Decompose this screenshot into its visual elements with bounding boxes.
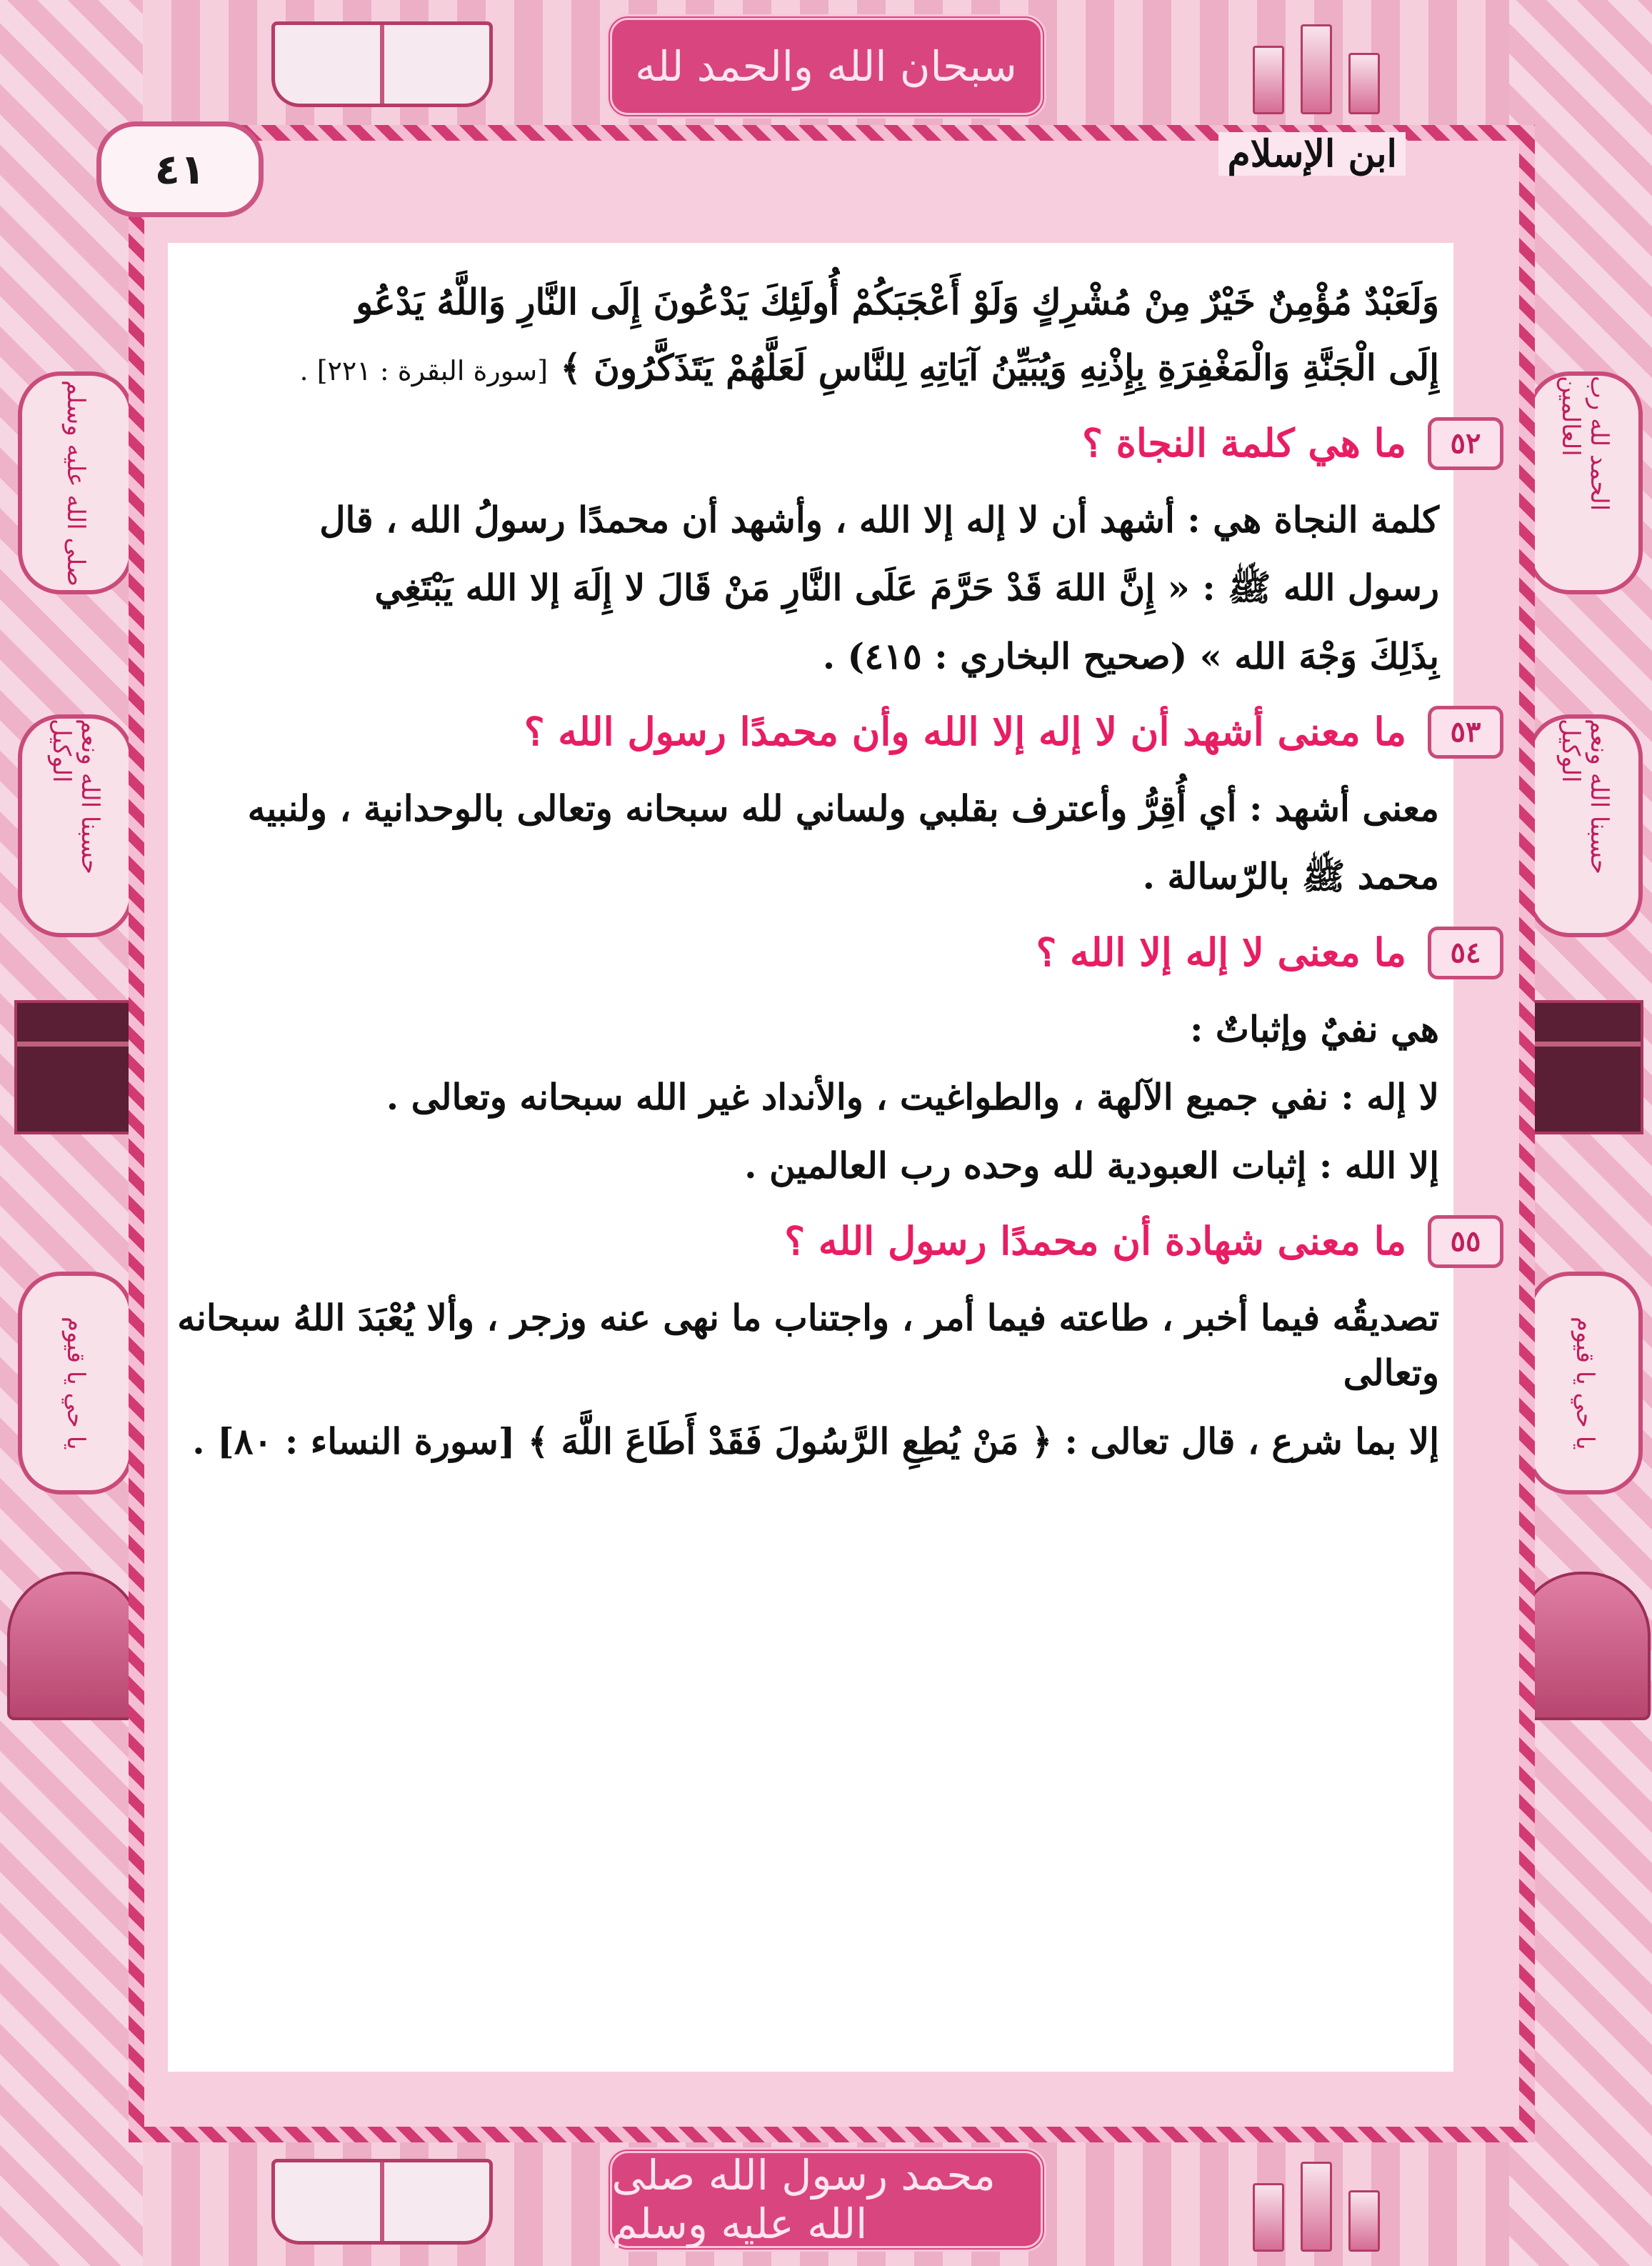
kaaba-image xyxy=(14,1000,134,1134)
top-decorative-band xyxy=(143,0,1509,136)
question-number-badge: ٥٣ xyxy=(1428,706,1503,759)
mosque-dome-image xyxy=(7,1572,141,1720)
top-banner: سبحان الله والحمد لله xyxy=(606,14,1046,119)
bottom-banner: محمد رسول الله صلى الله عليه وسلم xyxy=(606,2147,1046,2252)
answer-line: بِذَلِكَ وَجْهَ الله » (صحيح البخاري : ٤١٥) . xyxy=(822,634,1439,677)
question-row xyxy=(168,923,1481,983)
intro-verse-line-1: وَلَعَبْدٌ مُؤْمِنٌ خَيْرٌ مِنْ مُشْرِكٍ وَلَوْ أَعْجَبَكُمْ أُولَئِكَ يَدْعُونَ إِلَى النَّارِ وَاللَّهُ يَدْعُو xyxy=(356,281,1439,323)
question-number-badge: ٥٢ xyxy=(1428,417,1503,470)
open-book-icon xyxy=(271,21,493,107)
candles-icon xyxy=(1245,14,1388,114)
question-text: ما هي كلمة النجاة ؟ xyxy=(1082,420,1406,466)
running-head: ابن الإسلام xyxy=(1218,132,1406,176)
kaaba-image xyxy=(1523,1000,1643,1134)
answer-line: معنى أشهد : أي أُقِرُّ وأعترف بقلبي ولساني لله سبحانه وتعالى بالوحدانية ، ولنبيه xyxy=(247,787,1439,829)
right-calligraphy-3: يا حي يا قيوم xyxy=(1527,1272,1643,1494)
question-row xyxy=(168,414,1481,474)
left-calligraphy-1: صلى الله عليه وسلم xyxy=(18,371,134,594)
right-calligraphy-2: حسبنا الله ونعم الوكيل xyxy=(1527,714,1643,937)
answer-line: لا إله : نفي جميع الآلهة ، والطواغيت ، والأنداد غير الله سبحانه وتعالى . xyxy=(386,1076,1439,1119)
answer-line: هي نفيٌ وإثباتٌ : xyxy=(1190,1007,1439,1050)
intro-verse-text: إِلَى الْجَنَّةِ وَالْمَغْفِرَةِ بِإِذْنِهِ وَيُبَيِّنُ آيَاتِهِ لِلنَّاسِ لَعَلَّهُمْ يَتَذَكَّرُونَ ﴾ xyxy=(560,346,1439,389)
answer-line: رسول الله ﷺ : « إِنَّ اللهَ قَدْ حَرَّمَ عَلَى النَّارِ مَنْ قَالَ لا إِلَهَ إلا الله يَبْتَغِي xyxy=(374,566,1439,609)
candles-icon xyxy=(1245,2152,1388,2252)
bottom-decorative-band xyxy=(143,2130,1509,2266)
answer-line: محمد ﷺ بالرّسالة . xyxy=(1142,855,1439,898)
left-calligraphy-3: يا حي يا قيوم xyxy=(18,1272,134,1494)
answer-line: إلا بما شرع ، قال تعالى : ﴿ مَنْ يُطِعِ الرَّسُولَ فَقَدْ أَطَاعَ اللَّهَ ﴾ [سورة النساء : ٨٠] . xyxy=(192,1419,1439,1462)
left-decorative-panel xyxy=(0,0,143,2266)
page-content xyxy=(168,243,1481,2072)
question-number-badge: ٥٥ xyxy=(1428,1215,1503,1268)
open-book-icon xyxy=(271,2159,493,2245)
question-row xyxy=(168,702,1481,762)
left-calligraphy-2: حسبنا الله ونعم الوكيل xyxy=(18,714,134,937)
answer-line: تصديقُه فيما أخبر ، طاعته فيما أمر ، واجتناب ما نهى عنه وزجر ، وألا يُعْبَدَ اللهُ سبحانه وتعالى xyxy=(177,1296,1439,1394)
question-row xyxy=(168,1212,1481,1272)
question-number-badge: ٥٤ xyxy=(1428,927,1503,979)
text-area xyxy=(168,243,1481,2072)
intro-citation: [سورة البقرة : ٢٢١] . xyxy=(299,354,549,386)
answer-line: كلمة النجاة هي : أشهد أن لا إله إلا الله ، وأشهد أن محمدًا رسولُ الله ، قال xyxy=(319,498,1439,541)
right-calligraphy-1: الحمد لله رب العالمين xyxy=(1527,371,1643,594)
question-text: ما معنى لا إله إلا الله ؟ xyxy=(1036,929,1406,975)
question-text: ما معنى أشهد أن لا إله إلا الله وأن محمدًا رسول الله ؟ xyxy=(524,709,1406,755)
intro-verse-line-2 xyxy=(168,340,1439,396)
question-text: ما معنى شهادة أن محمدًا رسول الله ؟ xyxy=(784,1218,1406,1264)
mosque-dome-image xyxy=(1516,1572,1651,1720)
answer-line: إلا الله : إثبات العبودية لله وحده رب العالمين . xyxy=(744,1144,1439,1187)
page-number: ٤١ xyxy=(96,121,264,217)
